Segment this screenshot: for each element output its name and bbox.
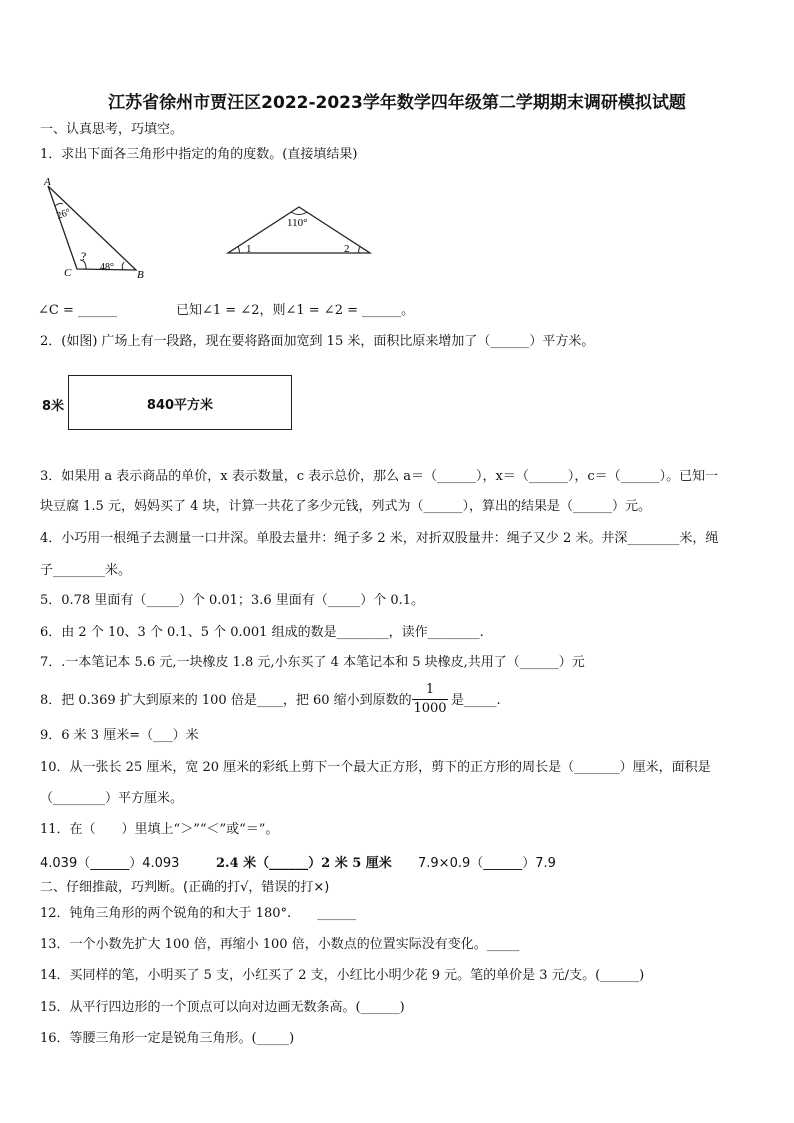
comparison-item-1: 4.039（______）4.093 (40, 856, 180, 871)
question-8-prefix: 8．把 0.369 扩大到原来的 100 倍是____，把 60 缩小到原数的 (40, 693, 412, 708)
question-4-line-1: 4．小巧用一根绳子去测量一口井深。单股去量井：绳子多 2 米，对折双股量井：绳子又少 2 米。井深________米，绳 (40, 531, 719, 546)
angle-b-arc (122, 262, 124, 270)
page-title: 江苏省徐州市贾汪区2022-2023学年数学四年级第二学期期末调研模拟试题 (108, 93, 686, 113)
question-10-line-1: 10．从一张长 25 厘米，宽 20 厘米的彩纸上剪下一个最大正方形，剪下的正方形的周长是（_______）厘米，面积是 (40, 760, 711, 775)
question-1: 1．求出下面各三角形中指定的角的度数。(直接填结果) (40, 147, 358, 162)
angle-c-unknown: ? (81, 249, 87, 263)
question-10-line-2: （________）平方厘米。 (40, 791, 184, 806)
question-14: 14．买同样的笔，小明买了 5 支，小红买了 2 支，小红比小明少花 9 元。笔的单价是 3 元/支。(______) (40, 968, 645, 983)
comparison-item-2: 2.4 米（______）2 米 5 厘米 (216, 856, 392, 871)
fraction-one-thousandth (412, 682, 448, 717)
top-angle-value: 110° (287, 217, 308, 229)
question-16: 16．等腰三角形一定是锐角三角形。(_____) (40, 1031, 295, 1046)
obtuse-triangle-figure (224, 200, 376, 260)
question-6: 6．由 2 个 10、3 个 0.1、5 个 0.001 组成的数是________，读作________. (40, 625, 484, 640)
angle-a-value: 26° (55, 206, 73, 222)
question-4-line-2: 子________米。 (40, 563, 132, 578)
question-8-suffix: 是_____. (451, 693, 501, 708)
question-3-line-1: 3．如果用 a 表示商品的单价，x 表示数量，c 表示总价，那么 a＝（______），x＝（______），c＝（______）。已知一 (40, 469, 719, 484)
road-rectangle (68, 375, 292, 430)
question-1-answer-left: ∠C = ______ (38, 303, 117, 318)
vertex-a-label: A (44, 176, 51, 188)
triangle-abc-outline (48, 186, 136, 270)
triangle-abc-figure (36, 174, 156, 284)
question-9: 9．6 米 3 厘米=（___）米 (40, 728, 199, 743)
section-1-heading: 一、认真思考，巧填空。 (40, 122, 184, 137)
fraction-numerator: 1 (425, 682, 435, 697)
fraction-denominator: 1000 (413, 701, 447, 716)
vertex-c-label: C (64, 267, 72, 279)
section-2-heading: 二、仔细推敲，巧判断。(正确的打√，错误的打×) (40, 880, 330, 895)
angle-2-label: 2 (344, 243, 350, 255)
angle-b-value: 48° (100, 262, 114, 273)
top-angle-arc (291, 212, 307, 215)
angle-a-arc (55, 203, 63, 206)
comparison-item-3: 7.9×0.9（______）7.9 (418, 856, 556, 871)
question-5: 5．0.78 里面有（_____）个 0.01；3.6 里面有（_____）个 0.1。 (40, 593, 425, 608)
rectangle-width-label: 8米 (42, 399, 65, 414)
angle-1-arc (238, 247, 239, 253)
question-2: 2．(如图) 广场上有一段路，现在要将路面加宽到 15 米，面积比原来增加了（______）平方米。 (40, 334, 595, 349)
question-3-line-2: 块豆腐 1.5 元，妈妈买了 4 块，计算一共花了多少元钱，列式为（______），算出的结果是（______）元。 (40, 499, 651, 514)
question-15: 15．从平行四边形的一个顶点可以向对边画无数条高。(______) (40, 1000, 405, 1015)
vertex-b-label: B (137, 269, 144, 281)
question-12: 12．钝角三角形的两个锐角的和大于 180°. ______ (40, 906, 357, 921)
question-11: 11．在（ ）里填上“＞”“＜”或“＝”。 (40, 822, 279, 837)
question-1-answer-right: 已知∠1 = ∠2，则∠1 = ∠2 = ______。 (176, 303, 415, 318)
rectangle-area-label: 840平方米 (146, 398, 214, 413)
angle-1-label: 1 (246, 243, 252, 255)
question-7: 7．.一本笔记本 5.6 元,一块橡皮 1.8 元,小东买了 4 本笔记本和 5 块橡皮,共用了（______）元 (40, 655, 585, 670)
fraction-bar (412, 699, 448, 700)
question-13: 13．一个小数先扩大 100 倍，再缩小 100 倍，小数点的位置实际没有变化。_____ (40, 937, 520, 952)
angle-2-arc (359, 247, 360, 253)
